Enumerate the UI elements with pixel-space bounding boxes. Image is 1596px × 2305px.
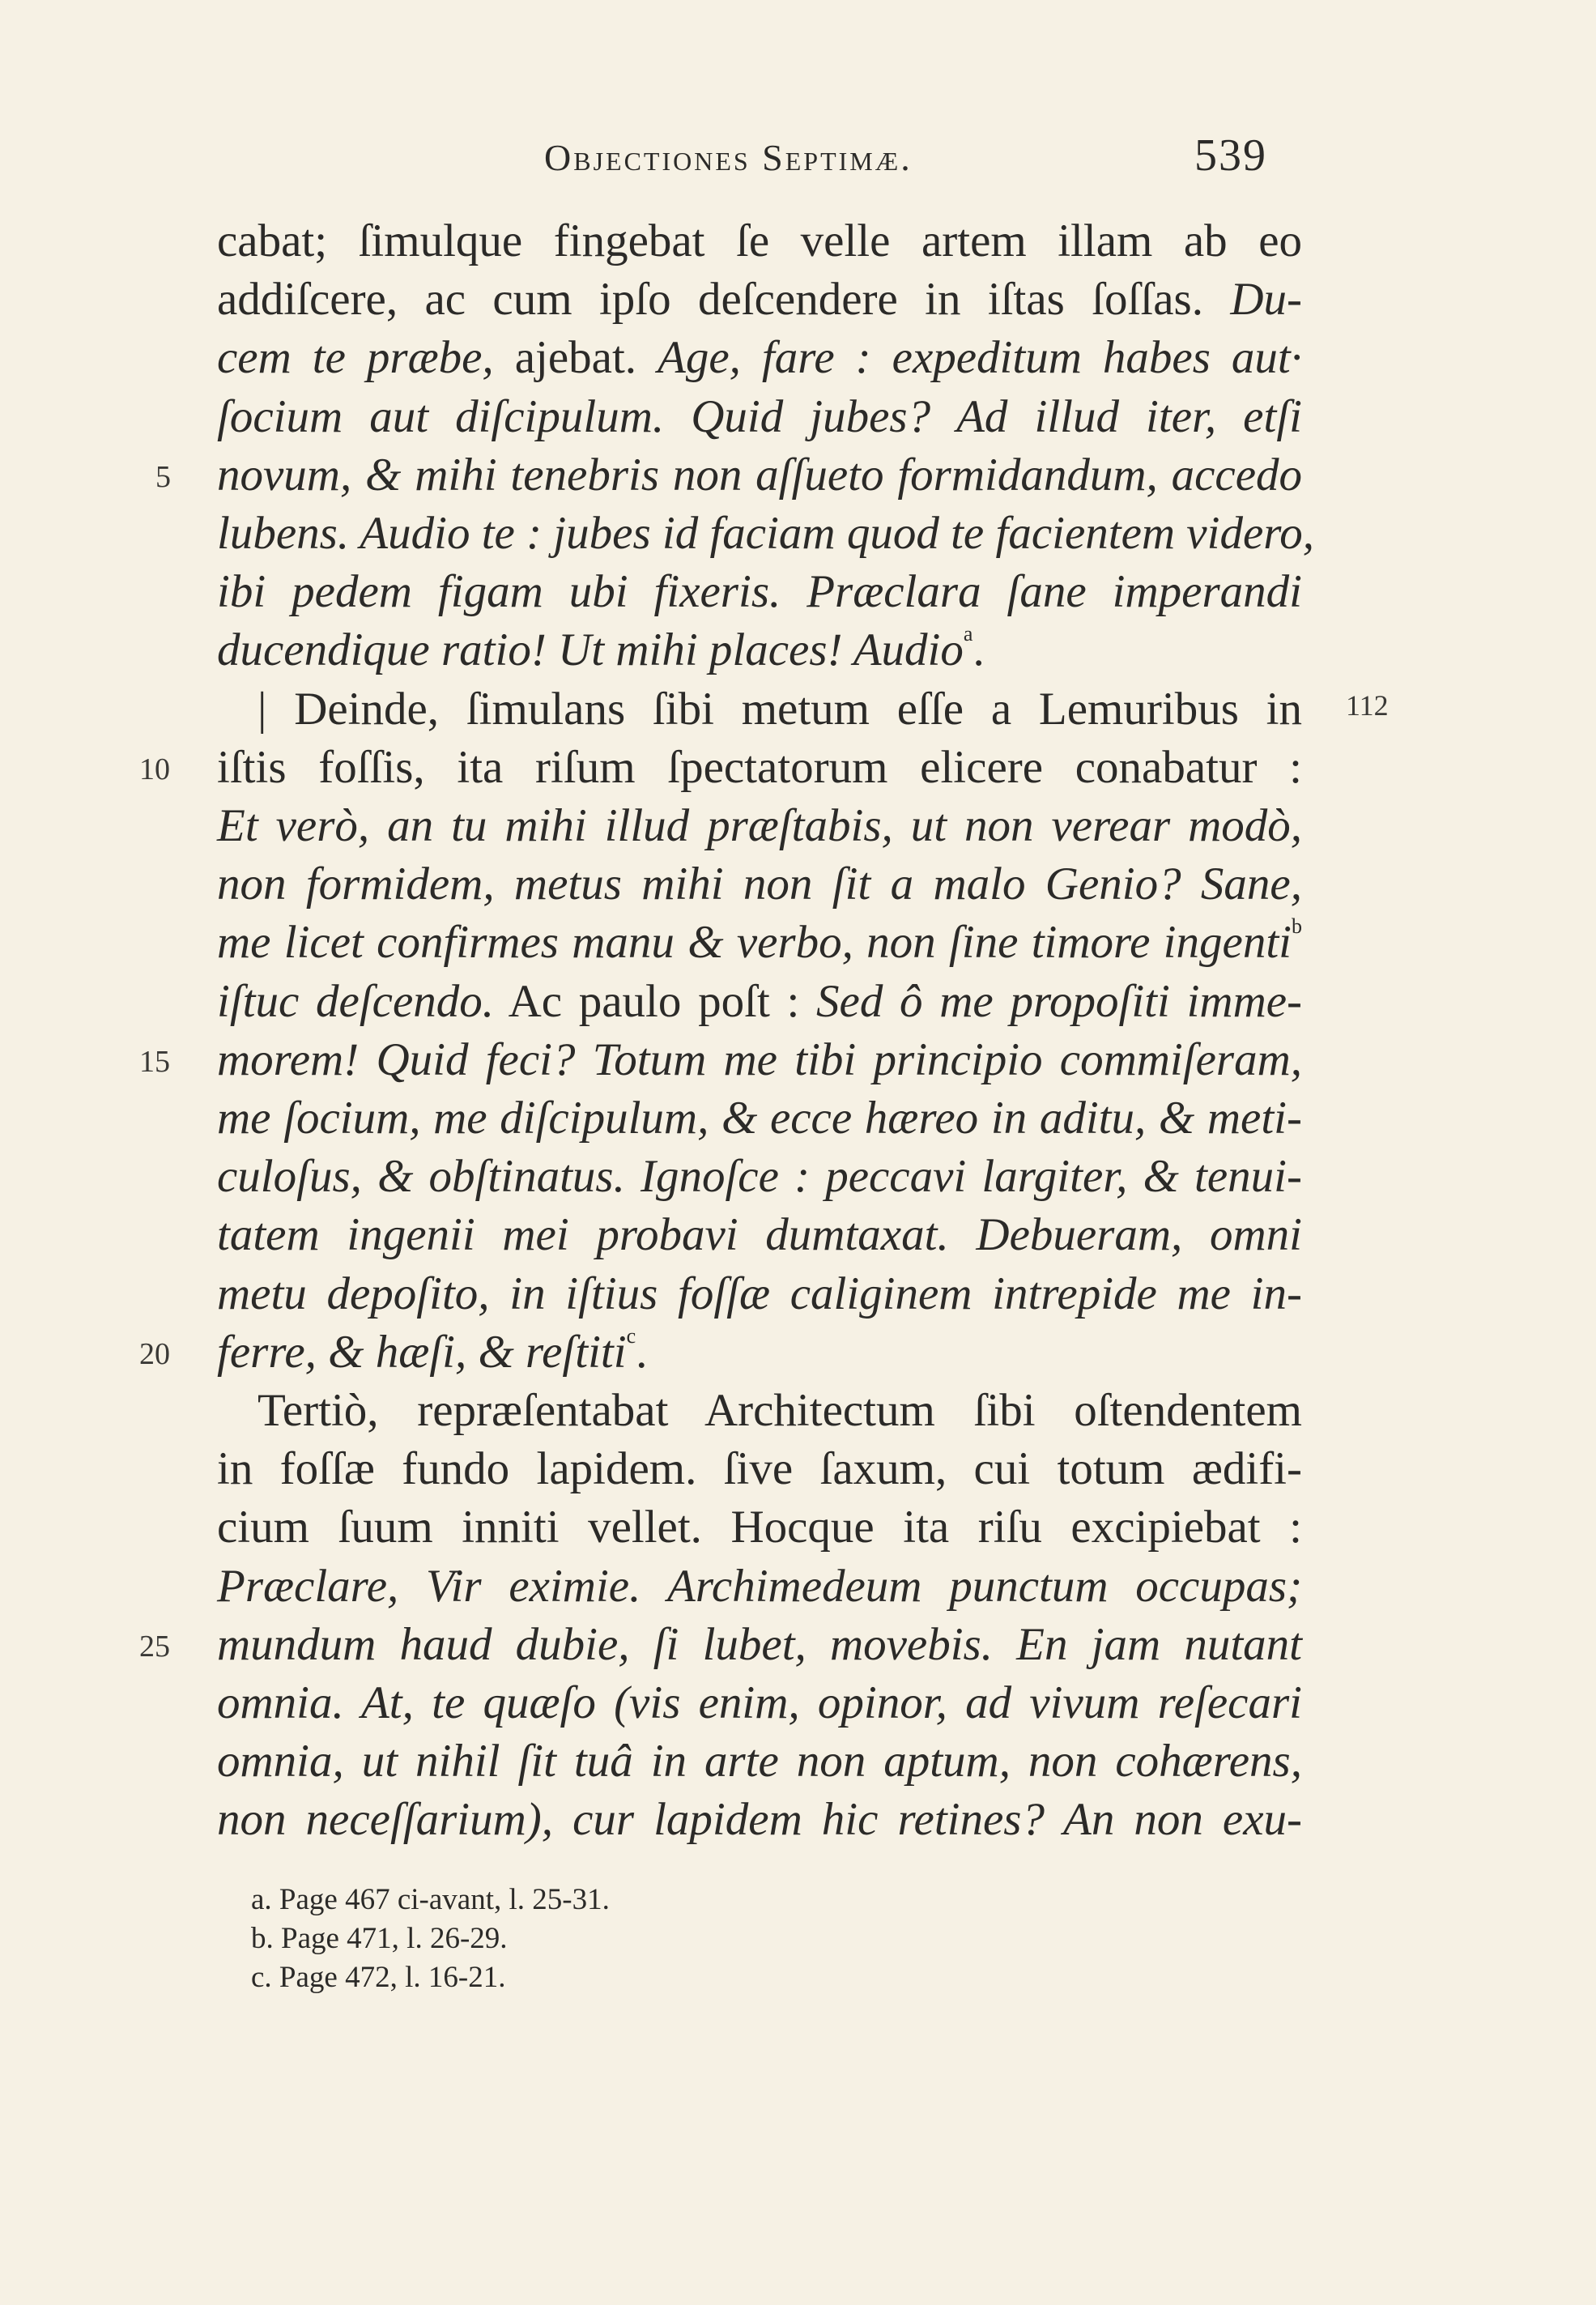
text-segment: Sed ô me propoſiti imme-	[816, 976, 1303, 1027]
text-segment: ducendique ratio! Ut mihi places! Audio	[217, 624, 964, 675]
text-segment: me licet confirmes manu & verbo, non ſine timore ingenti	[217, 917, 1292, 968]
text-line	[217, 1323, 1302, 1382]
text-segment: ſocium aut diſcipulum. Quid jubes? Ad illud iter, etſi	[217, 391, 1302, 442]
text-line	[217, 1440, 1302, 1498]
footnote-marker: cabat; ſimulque fingebat ſe velle artem illam ab eo	[217, 215, 1302, 266]
text-segment: tatem ingenii mei probavi dumtaxat. Debueram, omni	[217, 1209, 1302, 1260]
footnote-marker: cium ſuum inniti vellet. Hocque ita riſu excipiebat :	[217, 1502, 1302, 1553]
footnote-marker: .	[636, 1327, 648, 1378]
text-line	[217, 212, 1302, 271]
text-segment: lubens. Audio te : jubes id faciam quod te facientem videro,	[217, 508, 1315, 559]
text-segment: non formidem, metus mihi non ſit a malo Genio? Sane,	[217, 859, 1302, 910]
line-number: 15	[139, 1045, 170, 1079]
text-line	[217, 388, 1302, 446]
footnote-marker: .	[972, 624, 985, 675]
text-segment: cem te præbe,	[217, 332, 494, 383]
text-segment: ferre, & hæſi, & reſtiti	[217, 1327, 627, 1378]
footnote-a: a. Page 467 ci-avant, l. 25-31.	[251, 1883, 610, 1916]
text-line	[257, 1382, 1302, 1440]
text-segment: metu depoſito, in iſtius foſſæ caliginem intrepide me in-	[217, 1268, 1302, 1319]
text-line	[217, 1089, 1302, 1148]
line-number: 25	[139, 1630, 170, 1664]
text-line	[217, 1557, 1302, 1616]
text-line	[217, 446, 1302, 505]
footnote-marker: c	[626, 1324, 636, 1348]
footnote-marker: iſtis foſſis, ita riſum ſpectatorum elicere conabatur :	[217, 742, 1302, 793]
marginal-page-reference: 112	[1346, 689, 1389, 722]
text-line	[217, 1616, 1302, 1674]
text-segment: iſtuc deſcendo.	[217, 976, 495, 1027]
text-segment: Age, fare : expeditum habes aut·	[658, 332, 1302, 383]
text-segment: omnia. At, te quæſo (vis enim, opinor, ad vivum reſecari	[217, 1677, 1302, 1728]
text-line	[217, 855, 1302, 914]
text-line	[217, 1031, 1302, 1089]
text-line	[217, 271, 1302, 329]
text-line	[217, 973, 1302, 1031]
footnote-marker: Tertiò, repræſentabat Architectum ſibi oſtendentem	[257, 1385, 1302, 1436]
footnote-b: b. Page 471, l. 26-29.	[251, 1922, 508, 1955]
text-segment: novum, & mihi tenebris non aſſueto formidandum, accedo	[217, 449, 1302, 501]
text-line	[217, 563, 1302, 621]
text-segment: me ſocium, me diſcipulum, & ecce hæreo in aditu, & meti-	[217, 1093, 1302, 1144]
text-line	[217, 329, 1302, 387]
text-line	[217, 1206, 1302, 1264]
text-segment: culoſus, & obſtinatus. Ignoſce : peccavi largiter, & tenui-	[217, 1151, 1302, 1202]
text-line	[217, 1791, 1302, 1849]
footnote-marker: b	[1292, 914, 1302, 938]
footnote-marker: addiſcere, ac cum ipſo deſcendere in iſtas ſoſſas.	[217, 274, 1231, 325]
text-segment: Et verò, an tu mihi illud præſtabis, ut non verear modò,	[217, 800, 1302, 851]
text-line	[217, 505, 1315, 563]
text-line	[217, 1148, 1302, 1206]
text-line	[217, 621, 1302, 680]
text-segment: mundum haud dubie, ſi lubet, movebis. En jam nutant	[217, 1619, 1302, 1670]
text-line	[257, 680, 1302, 739]
footnote-marker: ajebat.	[493, 332, 658, 383]
text-segment: non neceſſarium), cur lapidem hic retines? An non exu-	[217, 1794, 1302, 1845]
footnote-c: c. Page 472, l. 16-21.	[251, 1961, 506, 1994]
footnote-marker: | Deinde, ſimulans ſibi metum eſſe a Lemuribus in	[257, 684, 1302, 735]
line-number: 10	[139, 752, 170, 786]
footnote-marker: Ac paulo poſt :	[494, 976, 817, 1027]
text-line	[217, 1265, 1302, 1323]
text-line	[217, 739, 1302, 797]
footnote-marker: a	[963, 622, 973, 645]
text-line	[217, 1674, 1302, 1732]
text-segment: Præclare, Vir eximie. Archimedeum punctum occupas;	[217, 1561, 1302, 1612]
line-number: 20	[139, 1337, 170, 1371]
line-number: 5	[155, 460, 171, 494]
text-segment: morem! Quid feci? Totum me tibi principio commiſeram,	[217, 1034, 1302, 1085]
text-segment: omnia, ut nihil ſit tuâ in arte non aptum, non cohærens,	[217, 1736, 1302, 1787]
text-line	[217, 914, 1302, 972]
text-line	[217, 1498, 1302, 1557]
running-header-title: Objectiones Septimæ.	[544, 137, 913, 178]
text-line	[217, 1732, 1302, 1791]
footnote-marker: in foſſæ fundo lapidem. ſive ſaxum, cui totum ædifi-	[217, 1443, 1302, 1494]
text-segment: Du-	[1230, 274, 1302, 325]
text-line	[217, 797, 1302, 855]
page-number: 539	[1194, 130, 1267, 181]
text-segment: ibi pedem figam ubi fixeris. Præclara ſane imperandi	[217, 566, 1302, 617]
